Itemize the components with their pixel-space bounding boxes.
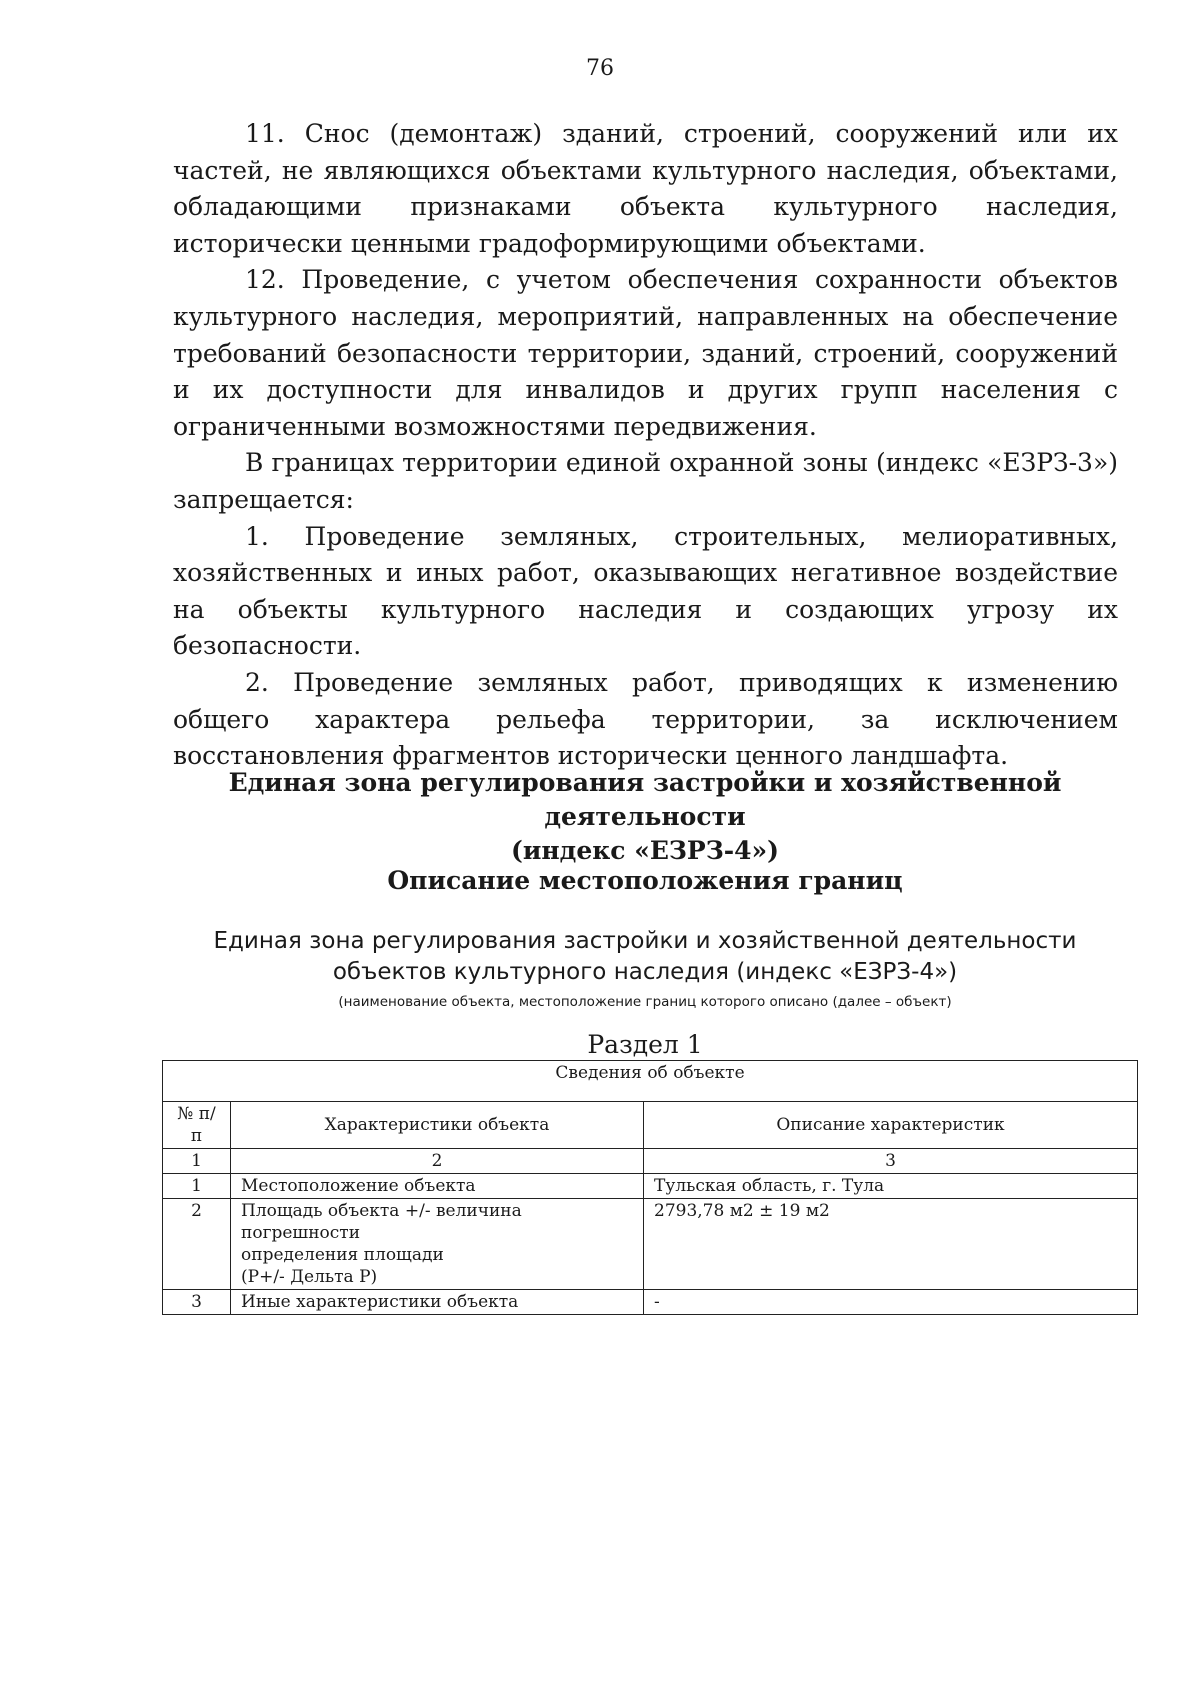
row-characteristic-line: определения площади bbox=[241, 1245, 444, 1265]
table-row bbox=[163, 1174, 1138, 1199]
zone-heading bbox=[150, 766, 1140, 868]
column-number: 1 bbox=[163, 1149, 231, 1174]
table-row bbox=[163, 1290, 1138, 1315]
row-characteristic-line: Площадь объекта +/- величина погрешности bbox=[241, 1201, 522, 1243]
table-caption: Сведения об объекте bbox=[163, 1061, 1138, 1102]
table-caption-row bbox=[163, 1061, 1138, 1102]
row-num: 3 bbox=[163, 1290, 231, 1315]
table-column-numbers-row bbox=[163, 1149, 1138, 1174]
paragraph-prohibition-1: 1. Проведение земляных, строительных, мелиоративных, хозяйственных и иных работ, оказывающих негативное воздействие на объекты культурного наследия и создающих угрозу их безопасности. bbox=[173, 521, 1118, 661]
object-info-table bbox=[162, 1060, 1138, 1315]
row-characteristic bbox=[231, 1199, 644, 1290]
column-number: 3 bbox=[644, 1149, 1138, 1174]
page-number: 76 bbox=[586, 56, 614, 81]
row-num: 1 bbox=[163, 1174, 231, 1199]
description-heading: Описание местоположения границ bbox=[387, 866, 903, 895]
section-title: Раздел 1 bbox=[587, 1030, 703, 1059]
column-number: 2 bbox=[231, 1149, 644, 1174]
object-name-line2: объектов культурного наследия (индекс «ЕЗРЗ-4») bbox=[332, 959, 958, 985]
object-name-line1: Единая зона регулирования застройки и хозяйственной деятельности bbox=[213, 928, 1077, 954]
paragraph-prohibitions-intro: В границах территории единой охранной зоны (индекс «ЕЗРЗ-3») запрещается: bbox=[173, 448, 1118, 514]
paragraph-prohibition-2: 2. Проведение земляных работ, приводящих к изменению общего характера рельефа территории, за исключением восстановления фрагментов исторически ценного ландшафта. bbox=[173, 667, 1118, 771]
header-description: Описание характеристик bbox=[644, 1102, 1138, 1149]
paragraph-item-12: 12. Проведение, с учетом обеспечения сохранности объектов культурного наследия, мероприятий, направленных на обеспечение требований безопасности территории, зданий, строений, сооружений и их доступности для инвалидов и других групп населения с ограниченными возможностями передвижения. bbox=[173, 265, 1118, 441]
object-name bbox=[150, 926, 1140, 988]
body-text bbox=[173, 116, 1118, 775]
header-characteristic: Характеристики объекта bbox=[231, 1102, 644, 1149]
zone-heading-line2: (индекс «ЕЗРЗ-4») bbox=[511, 836, 779, 865]
row-characteristic: Иные характеристики объекта bbox=[231, 1290, 644, 1315]
row-description: - bbox=[644, 1290, 1138, 1315]
row-characteristic: Местоположение объекта bbox=[231, 1174, 644, 1199]
row-description: Тульская область, г. Тула bbox=[644, 1174, 1138, 1199]
table-header-row bbox=[163, 1102, 1138, 1149]
header-num: № п/п bbox=[163, 1102, 231, 1149]
row-num: 2 bbox=[163, 1199, 231, 1290]
zone-heading-line1: Единая зона регулирования застройки и хозяйственной деятельности bbox=[228, 768, 1062, 831]
row-characteristic-line: (Р+/- Дельта Р) bbox=[241, 1267, 378, 1287]
object-name-caption: (наименование объекта, местоположение границ которого описано (далее – объект) bbox=[338, 994, 952, 1010]
row-description: 2793,78 м2 ± 19 м2 bbox=[644, 1199, 1138, 1290]
paragraph-item-11: 11. Снос (демонтаж) зданий, строений, сооружений или их частей, не являющихся объектами культурного наследия, объектами, обладающими признаками объекта культурного наследия, исторически ценными градоформирующими объектами. bbox=[173, 119, 1118, 258]
table-row bbox=[163, 1199, 1138, 1290]
